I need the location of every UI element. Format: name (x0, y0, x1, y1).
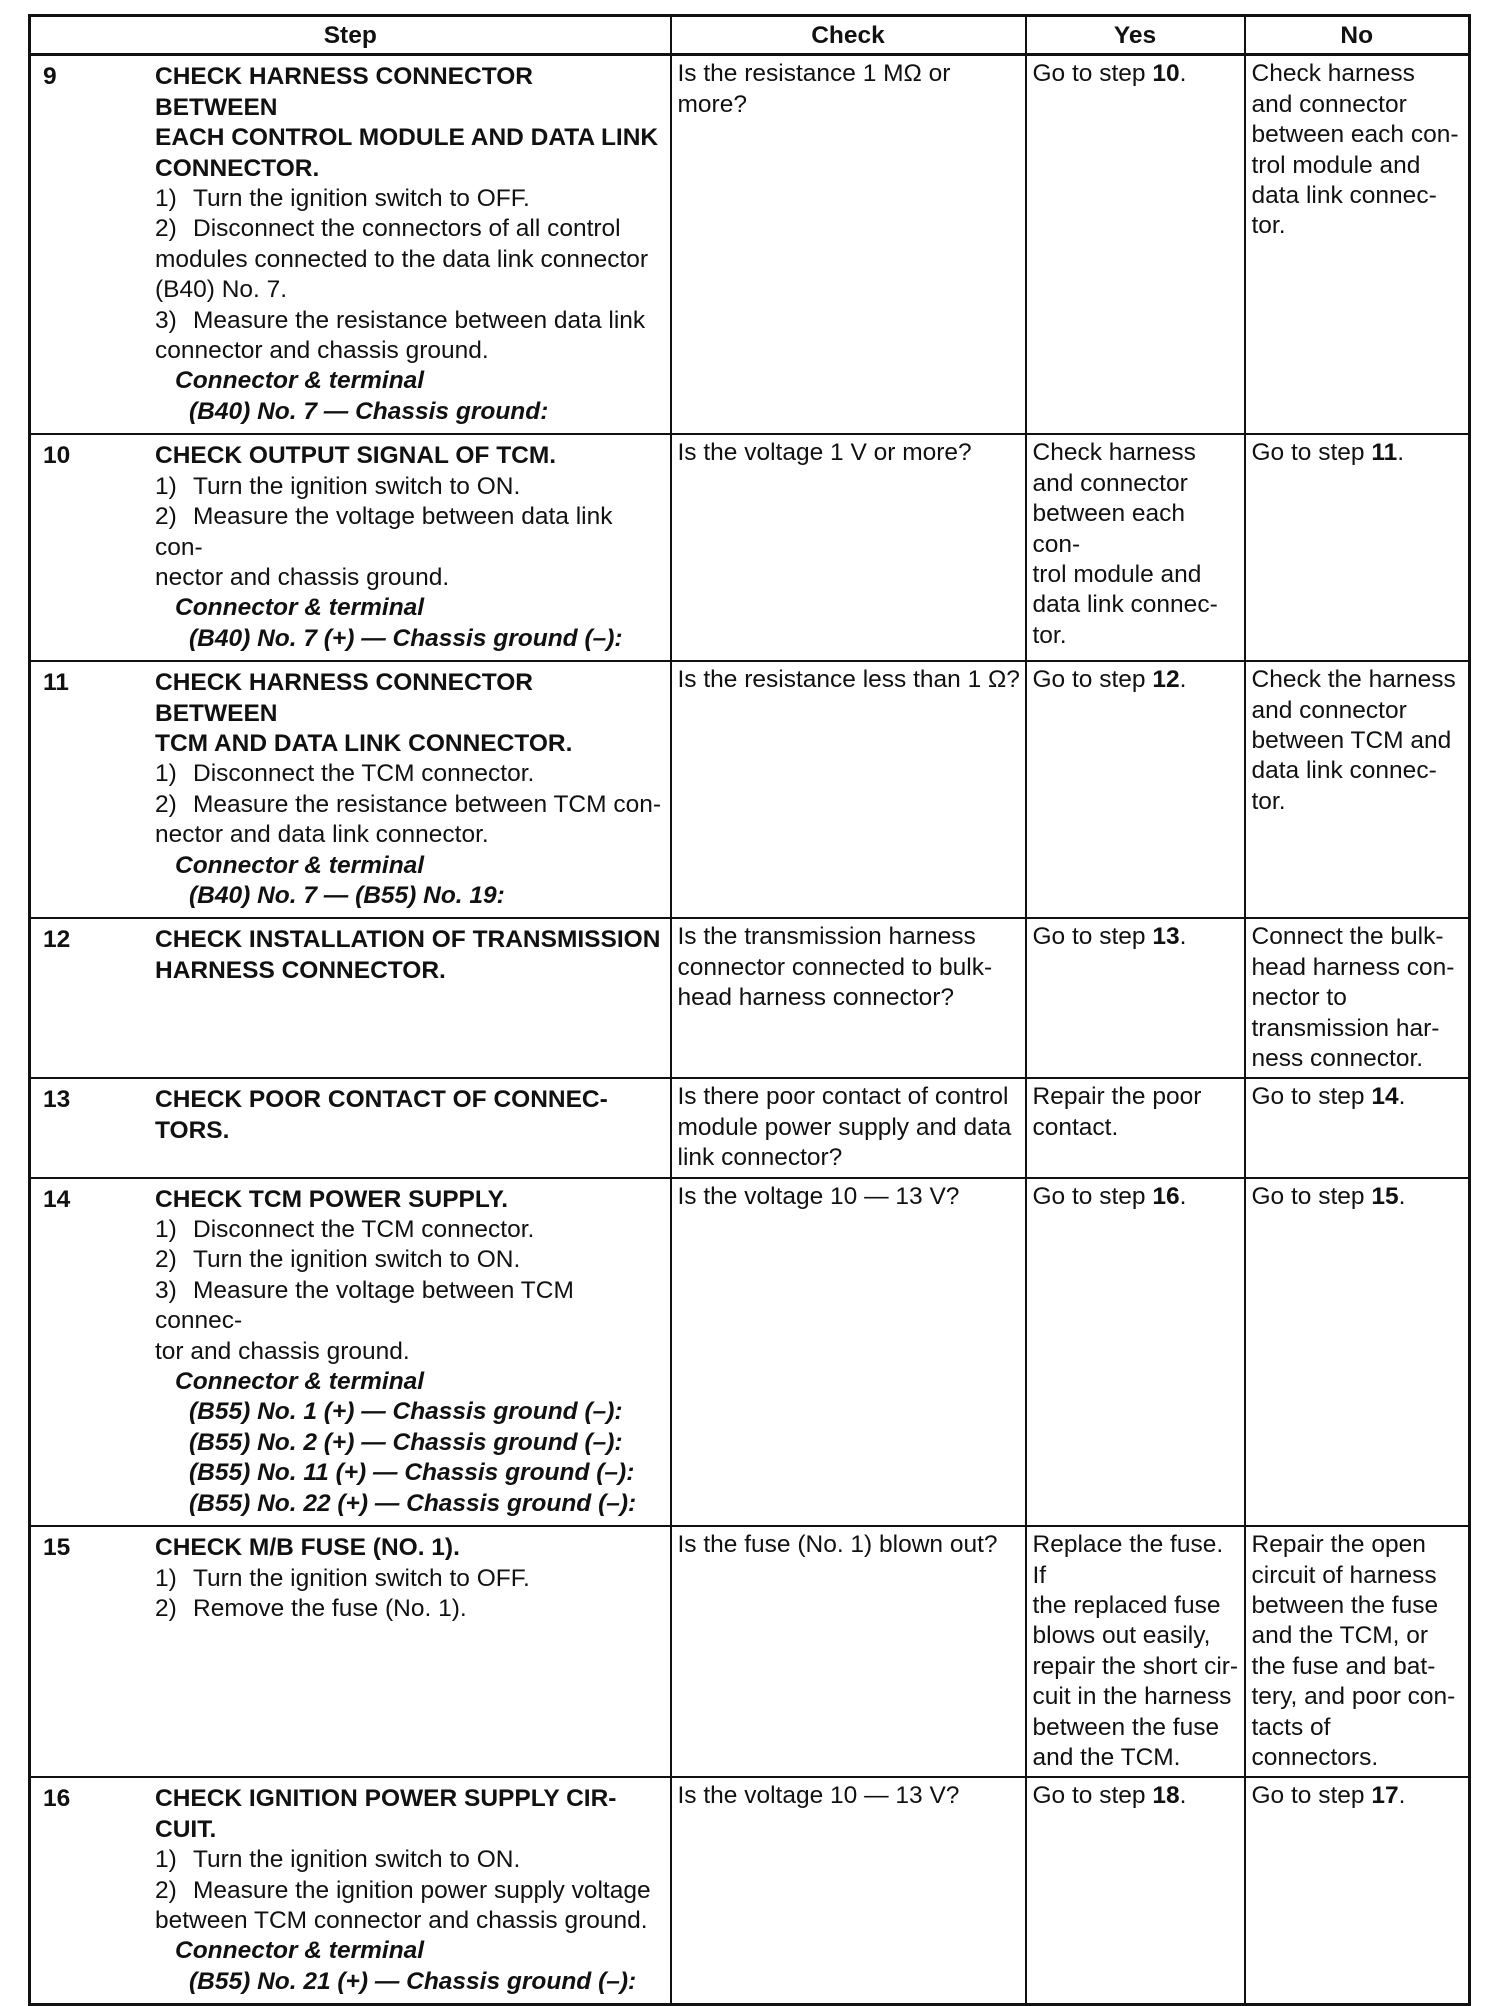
step-wrap (37, 1082, 666, 1149)
no-goto (1252, 1781, 1465, 1811)
step-cell (30, 1078, 671, 1177)
table-row (30, 1178, 1470, 1526)
yes-line: repair the short cir- (1032, 1652, 1239, 1680)
step-cell (30, 1777, 671, 2004)
yes-cell (1026, 1078, 1245, 1177)
step-wrap (37, 1781, 666, 2000)
check-line: Is the resistance 1 MΩ or (677, 60, 951, 88)
check-cell (671, 661, 1026, 918)
instruction-text: Remove the fuse (No. 1). (193, 1594, 467, 1622)
step-title-line: CHECK OUTPUT SIGNAL OF TCM. (155, 442, 557, 470)
yes-line: and the TCM. (1032, 1743, 1181, 1771)
no-line: data link connec- (1251, 757, 1437, 785)
no-step-number: 15 (1371, 1182, 1399, 1210)
no-line: between each con- (1251, 121, 1459, 149)
yes-goto-period: . (1179, 60, 1187, 88)
no-cell (1245, 1777, 1470, 2004)
header-no: No (1245, 16, 1470, 55)
no-line: ness connector. (1251, 1045, 1424, 1072)
header-row (30, 16, 1470, 55)
yes-cell (1026, 434, 1245, 661)
check-cell (671, 1777, 1026, 2004)
instruction-text: Disconnect the connectors of all control (193, 215, 621, 243)
instruction-line (155, 1594, 662, 1624)
instruction-text: Measure the resistance between TCM con- (193, 790, 661, 818)
no-line: Connect the bulk- (1251, 923, 1444, 951)
step-wrap (37, 1530, 666, 1627)
no-line: tacts of (1251, 1713, 1331, 1741)
instruction-text: connector and chassis ground. (155, 337, 489, 365)
diagnostic-table (28, 14, 1471, 2006)
instruction-number: 1) (155, 1846, 177, 1874)
check-cell (671, 1526, 1026, 1777)
check-line: link connector? (677, 1144, 843, 1172)
yes-step-number: 13 (1152, 923, 1180, 951)
step-title-line: TCM AND DATA LINK CONNECTOR. (155, 729, 573, 757)
no-line: Check the harness (1251, 666, 1456, 694)
no-goto (1252, 1082, 1465, 1112)
connector-terminal-spec: (B55) No. 11 (+) — Chassis ground (–): (189, 1459, 635, 1487)
no-line: circuit of harness (1251, 1561, 1437, 1589)
no-goto-period: . (1398, 1782, 1406, 1810)
instruction-line (155, 1906, 662, 1936)
check-line: Is there poor contact of control (677, 1083, 1009, 1111)
yes-line: Check harness (1032, 439, 1196, 467)
check-cell (671, 434, 1026, 661)
no-line: connectors. (1251, 1743, 1379, 1771)
no-step-number: 14 (1371, 1083, 1399, 1111)
no-line: data link connec- (1251, 182, 1437, 210)
connector-terminal-spec: (B55) No. 22 (+) — Chassis ground (–): (189, 1489, 637, 1517)
table-row (30, 434, 1470, 661)
instruction-text: Turn the ignition switch to OFF. (193, 1564, 530, 1592)
instruction-text: Disconnect the TCM connector. (193, 760, 535, 788)
no-line: nector to (1251, 984, 1347, 1012)
no-line: head harness con- (1251, 953, 1455, 981)
instruction-line (155, 1276, 662, 1337)
instruction-line (155, 214, 662, 244)
instruction-text: Turn the ignition switch to ON. (193, 1846, 521, 1874)
table-row (30, 918, 1470, 1078)
yes-step-number: 18 (1152, 1782, 1180, 1810)
yes-cell (1026, 1777, 1245, 2004)
yes-cell (1026, 661, 1245, 918)
instruction-number: 1) (155, 1564, 177, 1592)
yes-goto-text: Go to step (1032, 1182, 1153, 1210)
yes-cell (1026, 1526, 1245, 1777)
step-body (155, 1530, 666, 1627)
step-title-line: CHECK IGNITION POWER SUPPLY CIR- (155, 1785, 617, 1813)
step-body (155, 1082, 666, 1149)
table-row (30, 1078, 1470, 1177)
no-cell (1245, 55, 1470, 434)
check-cell (671, 918, 1026, 1078)
table-body (30, 55, 1470, 2005)
instruction-number: 2) (155, 790, 177, 818)
no-line: transmission har- (1251, 1014, 1440, 1042)
yes-goto-text: Go to step (1032, 1782, 1153, 1810)
connector-terminal-heading: Connector & terminal (175, 594, 425, 622)
no-line: the fuse and bat- (1251, 1652, 1436, 1680)
instruction-text: Measure the voltage between TCM connec- (155, 1276, 574, 1335)
instruction-number: 1) (155, 472, 177, 500)
instruction-line (155, 1245, 662, 1275)
check-line: Is the voltage 1 V or more? (677, 439, 972, 467)
yes-cell (1026, 1178, 1245, 1526)
step-title-line: CHECK M/B FUSE (NO. 1). (155, 1534, 460, 1562)
no-goto-period: . (1398, 1083, 1406, 1111)
header-step: Step (30, 16, 671, 55)
step-number: 13 (43, 1086, 71, 1114)
yes-line: blows out easily, (1032, 1622, 1211, 1650)
check-cell (671, 55, 1026, 434)
step-number: 15 (43, 1534, 71, 1562)
no-line: tor. (1251, 212, 1286, 240)
instruction-line (155, 563, 662, 593)
instruction-text: (B40) No. 7. (155, 276, 288, 304)
instruction-number: 2) (155, 1876, 177, 1904)
no-line: between the fuse (1251, 1591, 1439, 1619)
instruction-line (155, 790, 662, 820)
step-cell (30, 55, 671, 434)
yes-line: cuit in the harness (1032, 1683, 1232, 1711)
yes-line: contact. (1032, 1113, 1119, 1141)
no-line: and the TCM, or (1251, 1622, 1429, 1650)
no-cell (1245, 1178, 1470, 1526)
step-title-line: CHECK POOR CONTACT OF CONNEC- (155, 1086, 608, 1114)
check-line: Is the transmission harness (677, 923, 976, 951)
instruction-line (155, 1564, 662, 1594)
step-wrap (37, 1182, 666, 1522)
no-cell (1245, 1526, 1470, 1777)
instruction-text: Turn the ignition switch to ON. (193, 1246, 521, 1274)
yes-line: between each con- (1032, 500, 1186, 558)
instruction-line (155, 1337, 662, 1367)
check-cell (671, 1078, 1026, 1177)
no-goto-text: Go to step (1251, 1782, 1372, 1810)
instruction-line (155, 1876, 662, 1906)
yes-line: data link connec- (1032, 591, 1218, 619)
instruction-number: 2) (155, 503, 177, 531)
yes-line: Repair the poor (1032, 1083, 1202, 1111)
step-cell (30, 1526, 671, 1777)
step-body (155, 665, 666, 914)
step-title-line: CHECK TCM POWER SUPPLY. (155, 1185, 509, 1213)
step-title-line: TORS. (155, 1116, 230, 1144)
no-goto-period: . (1397, 439, 1405, 467)
yes-step-number: 10 (1152, 60, 1180, 88)
step-number: 9 (43, 63, 57, 91)
no-step-number: 11 (1371, 439, 1398, 467)
no-goto-text: Go to step (1251, 1182, 1372, 1210)
yes-step-number: 16 (1152, 1182, 1180, 1210)
instruction-line (155, 336, 662, 366)
instruction-line (155, 184, 662, 214)
header-check: Check (671, 16, 1026, 55)
instruction-text: Measure the ignition power supply voltage (193, 1876, 651, 1904)
step-number: 12 (43, 926, 71, 954)
yes-line: trol module and (1032, 560, 1202, 588)
check-line: more? (677, 90, 747, 118)
no-line: and connector (1251, 696, 1407, 724)
yes-cell (1026, 55, 1245, 434)
header-yes: Yes (1026, 16, 1245, 55)
no-cell (1245, 661, 1470, 918)
table-row (30, 55, 1470, 434)
no-goto-text: Go to step (1251, 439, 1372, 467)
step-cell (30, 434, 671, 661)
no-goto-text: Go to step (1251, 1083, 1372, 1111)
step-title-line: CHECK HARNESS CONNECTOR BETWEEN (155, 669, 533, 727)
check-cell (671, 1178, 1026, 1526)
check-line: module power supply and data (677, 1113, 1012, 1141)
connector-terminal-spec: (B55) No. 2 (+) — Chassis ground (–): (189, 1428, 623, 1456)
instruction-text: Measure the resistance between data link (193, 306, 646, 334)
step-title-line: EACH CONTROL MODULE AND DATA LINK (155, 124, 659, 152)
instruction-text: between TCM connector and chassis ground. (155, 1906, 648, 1934)
no-cell (1245, 1078, 1470, 1177)
step-wrap (37, 59, 666, 430)
step-body (155, 438, 666, 657)
no-cell (1245, 918, 1470, 1078)
yes-line: Replace the fuse. If (1032, 1531, 1224, 1589)
yes-goto-period: . (1179, 1782, 1187, 1810)
step-body (155, 59, 666, 430)
step-cell (30, 661, 671, 918)
check-line: Is the resistance less than 1 Ω? (677, 666, 1020, 694)
step-cell (30, 1178, 671, 1526)
instruction-line (155, 502, 662, 563)
connector-terminal-heading: Connector & terminal (175, 367, 425, 395)
check-line: Is the fuse (No. 1) blown out? (677, 1531, 998, 1559)
step-number: 14 (43, 1185, 71, 1213)
yes-goto-text: Go to step (1032, 923, 1153, 951)
instruction-line (155, 1215, 662, 1245)
step-title-line: CONNECTOR. (155, 154, 320, 182)
step-number: 16 (43, 1785, 71, 1813)
instruction-line (155, 306, 662, 336)
instruction-line (155, 820, 662, 850)
connector-terminal-heading: Connector & terminal (175, 851, 425, 879)
instruction-text: Measure the voltage between data link con- (155, 503, 613, 561)
yes-goto (1033, 665, 1240, 695)
no-goto-period: . (1398, 1182, 1406, 1210)
no-goto (1252, 1182, 1465, 1212)
connector-terminal-heading: Connector & terminal (175, 1368, 425, 1396)
no-line: tery, and poor con- (1251, 1683, 1456, 1711)
instruction-number: 1) (155, 760, 177, 788)
no-step-number: 17 (1371, 1782, 1399, 1810)
yes-goto-period: . (1179, 666, 1187, 694)
step-body (155, 1781, 666, 2000)
instruction-number: 3) (155, 306, 177, 334)
check-line: connector connected to bulk- (677, 953, 993, 981)
step-wrap (37, 665, 666, 914)
instruction-line (155, 472, 662, 502)
step-title-line: CHECK HARNESS CONNECTOR BETWEEN (155, 63, 533, 121)
instruction-number: 1) (155, 1216, 177, 1244)
connector-terminal-spec: (B55) No. 1 (+) — Chassis ground (–): (189, 1398, 623, 1426)
connector-terminal-spec: (B40) No. 7 — Chassis ground: (189, 397, 549, 425)
yes-line: and connector (1032, 469, 1188, 497)
diagnostic-procedure-page (28, 14, 1468, 2006)
instruction-text: tor and chassis ground. (155, 1337, 410, 1365)
instruction-number: 2) (155, 215, 177, 243)
yes-line: between the fuse (1032, 1713, 1220, 1741)
yes-goto-period: . (1179, 923, 1187, 951)
yes-line: tor. (1032, 621, 1067, 649)
step-title-line: HARNESS CONNECTOR. (155, 956, 446, 984)
table-row (30, 1526, 1470, 1777)
no-line: trol module and (1251, 151, 1421, 179)
instruction-line (155, 759, 662, 789)
no-goto (1252, 438, 1465, 468)
yes-goto (1033, 1781, 1240, 1811)
instruction-text: Turn the ignition switch to ON. (193, 472, 521, 500)
yes-step-number: 12 (1152, 666, 1180, 694)
step-number: 11 (43, 669, 69, 697)
step-body (155, 922, 666, 989)
instruction-text: Turn the ignition switch to OFF. (193, 185, 530, 213)
connector-terminal-spec: (B55) No. 21 (+) — Chassis ground (–): (189, 1967, 637, 1995)
instruction-line (155, 1845, 662, 1875)
instruction-number: 1) (155, 185, 177, 213)
check-line: head harness connector? (677, 984, 954, 1012)
no-line: and connector (1251, 90, 1407, 118)
step-wrap (37, 922, 666, 989)
instruction-line (155, 275, 662, 305)
check-line: Is the voltage 10 — 13 V? (677, 1782, 960, 1810)
step-wrap (37, 438, 666, 657)
step-title-line: CUIT. (155, 1815, 217, 1843)
yes-goto (1033, 59, 1240, 89)
no-line: between TCM and (1251, 726, 1452, 754)
check-line: Is the voltage 10 — 13 V? (677, 1182, 960, 1210)
no-line: Repair the open (1251, 1531, 1426, 1559)
table-row (30, 1777, 1470, 2004)
instruction-line (155, 245, 662, 275)
connector-terminal-heading: Connector & terminal (175, 1937, 425, 1965)
instruction-text: nector and chassis ground. (155, 563, 450, 591)
no-line: Check harness (1251, 60, 1415, 88)
step-cell (30, 918, 671, 1078)
instruction-text: modules connected to the data link connector (155, 245, 649, 273)
step-body (155, 1182, 666, 1522)
instruction-number: 2) (155, 1594, 177, 1622)
yes-goto-text: Go to step (1032, 60, 1153, 88)
instruction-text: Disconnect the TCM connector. (193, 1216, 535, 1244)
yes-cell (1026, 918, 1245, 1078)
step-title-line: CHECK INSTALLATION OF TRANSMISSION (155, 926, 661, 954)
connector-terminal-spec: (B40) No. 7 (+) — Chassis ground (–): (189, 624, 623, 652)
connector-terminal-spec: (B40) No. 7 — (B55) No. 19: (189, 881, 505, 909)
yes-goto (1033, 1182, 1240, 1212)
instruction-number: 2) (155, 1246, 177, 1274)
no-cell (1245, 434, 1470, 661)
instruction-text: nector and data link connector. (155, 821, 489, 849)
yes-goto-period: . (1179, 1182, 1187, 1210)
yes-line: the replaced fuse (1032, 1591, 1221, 1619)
table-row (30, 661, 1470, 918)
yes-goto (1033, 922, 1240, 952)
step-number: 10 (43, 442, 71, 470)
yes-goto-text: Go to step (1032, 666, 1153, 694)
no-line: tor. (1251, 787, 1286, 815)
instruction-number: 3) (155, 1276, 177, 1304)
